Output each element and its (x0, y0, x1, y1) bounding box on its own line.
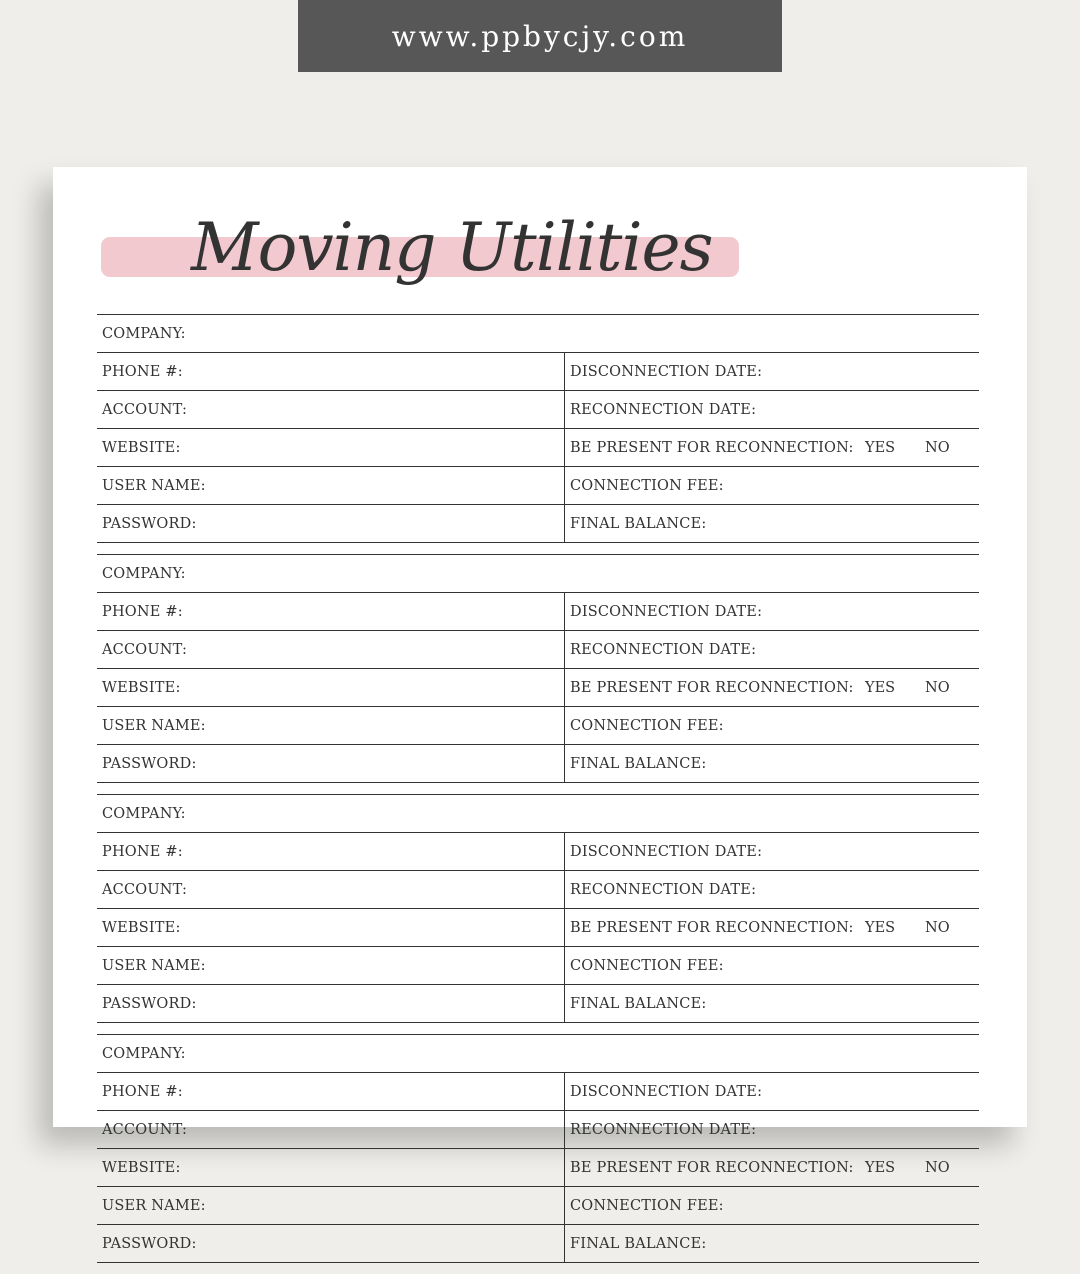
form-row (97, 871, 979, 909)
yes-option[interactable]: YES (865, 679, 896, 696)
final-balance-field-label: FINAL BALANCE: (570, 515, 707, 532)
yes-option[interactable]: YES (865, 1159, 896, 1176)
utility-block (97, 554, 979, 783)
phone-field[interactable] (97, 1073, 565, 1110)
username-field-label: USER NAME: (102, 1197, 206, 1214)
form-row (97, 1073, 979, 1111)
account-field[interactable] (97, 391, 565, 428)
utility-block (97, 794, 979, 1023)
reconnection-field-label: RECONNECTION DATE: (570, 641, 757, 658)
password-field-label: PASSWORD: (102, 995, 197, 1012)
form-row (97, 593, 979, 631)
phone-field-label: PHONE #: (102, 363, 183, 380)
password-field-label: PASSWORD: (102, 755, 197, 772)
form-row (97, 707, 979, 745)
company-field[interactable] (97, 315, 979, 352)
be-present-field[interactable] (565, 429, 979, 466)
website-field[interactable] (97, 909, 565, 946)
company-row (97, 315, 979, 353)
account-field-label: ACCOUNT: (102, 881, 188, 898)
company-field-label: COMPANY: (102, 1045, 186, 1062)
connection-fee-field-label: CONNECTION FEE: (570, 477, 724, 494)
form-row (97, 745, 979, 783)
no-option[interactable]: NO (925, 1159, 950, 1176)
website-field-label: WEBSITE: (102, 439, 181, 456)
form-row (97, 909, 979, 947)
password-field[interactable] (97, 985, 565, 1022)
phone-field-label: PHONE #: (102, 1083, 183, 1100)
be-present-field[interactable] (565, 1149, 979, 1186)
final-balance-field[interactable] (565, 985, 979, 1022)
disconnection-field[interactable] (565, 1073, 979, 1110)
website-url: www.ppbycjy.com (391, 19, 689, 53)
website-field-label: WEBSITE: (102, 679, 181, 696)
form-row (97, 1111, 979, 1149)
account-field[interactable] (97, 871, 565, 908)
company-field-label: COMPANY: (102, 565, 186, 582)
form-row (97, 833, 979, 871)
final-balance-field-label: FINAL BALANCE: (570, 755, 707, 772)
utility-blocks (97, 314, 979, 1274)
form-row (97, 1187, 979, 1225)
connection-fee-field[interactable] (565, 707, 979, 744)
no-option[interactable]: NO (925, 919, 950, 936)
utility-block (97, 314, 979, 543)
connection-fee-field[interactable] (565, 1187, 979, 1224)
password-field[interactable] (97, 1225, 565, 1262)
yes-option[interactable]: YES (865, 919, 896, 936)
account-field-label: ACCOUNT: (102, 641, 188, 658)
form-row (97, 947, 979, 985)
disconnection-field[interactable] (565, 353, 979, 390)
be-present-field-label: BE PRESENT FOR RECONNECTION: (570, 439, 854, 456)
account-field-label: ACCOUNT: (102, 401, 188, 418)
connection-fee-field-label: CONNECTION FEE: (570, 1197, 724, 1214)
reconnection-field-label: RECONNECTION DATE: (570, 881, 757, 898)
disconnection-field-label: DISCONNECTION DATE: (570, 363, 763, 380)
be-present-field[interactable] (565, 669, 979, 706)
no-option[interactable]: NO (925, 439, 950, 456)
website-field-label: WEBSITE: (102, 1159, 181, 1176)
form-row (97, 467, 979, 505)
form-row (97, 391, 979, 429)
yes-option[interactable]: YES (865, 439, 896, 456)
company-field[interactable] (97, 555, 979, 592)
password-field[interactable] (97, 745, 565, 782)
be-present-field-label: BE PRESENT FOR RECONNECTION: (570, 919, 854, 936)
username-field-label: USER NAME: (102, 477, 206, 494)
form-row (97, 429, 979, 467)
final-balance-field[interactable] (565, 745, 979, 782)
disconnection-field-label: DISCONNECTION DATE: (570, 603, 763, 620)
no-option[interactable]: NO (925, 679, 950, 696)
website-banner (298, 0, 782, 72)
disconnection-field-label: DISCONNECTION DATE: (570, 1083, 763, 1100)
company-field-label: COMPANY: (102, 805, 186, 822)
connection-fee-field[interactable] (565, 467, 979, 504)
form-row (97, 505, 979, 543)
phone-field[interactable] (97, 353, 565, 390)
connection-fee-field-label: CONNECTION FEE: (570, 957, 724, 974)
company-field[interactable] (97, 795, 979, 832)
final-balance-field[interactable] (565, 505, 979, 542)
be-present-field-label: BE PRESENT FOR RECONNECTION: (570, 1159, 854, 1176)
be-present-field[interactable] (565, 909, 979, 946)
reconnection-field[interactable] (565, 391, 979, 428)
username-field[interactable] (97, 707, 565, 744)
form-row (97, 631, 979, 669)
form-row (97, 1149, 979, 1187)
phone-field-label: PHONE #: (102, 603, 183, 620)
username-field[interactable] (97, 947, 565, 984)
final-balance-field-label: FINAL BALANCE: (570, 1235, 707, 1252)
reconnection-field[interactable] (565, 631, 979, 668)
website-field[interactable] (97, 669, 565, 706)
website-field[interactable] (97, 1149, 565, 1186)
form-row (97, 985, 979, 1023)
disconnection-field-label: DISCONNECTION DATE: (570, 843, 763, 860)
form-row (97, 1225, 979, 1263)
final-balance-field[interactable] (565, 1225, 979, 1262)
phone-field[interactable] (97, 833, 565, 870)
disconnection-field[interactable] (565, 593, 979, 630)
reconnection-field[interactable] (565, 871, 979, 908)
company-row (97, 555, 979, 593)
website-field-label: WEBSITE: (102, 919, 181, 936)
company-field[interactable] (97, 1035, 979, 1072)
reconnection-field-label: RECONNECTION DATE: (570, 401, 757, 418)
form-row (97, 353, 979, 391)
form-row (97, 669, 979, 707)
utility-block (97, 1034, 979, 1263)
account-field-label: ACCOUNT: (102, 1121, 188, 1138)
page-title: Moving Utilities (191, 209, 713, 286)
connection-fee-field[interactable] (565, 947, 979, 984)
company-row (97, 1035, 979, 1073)
password-field-label: PASSWORD: (102, 1235, 197, 1252)
reconnection-field-label: RECONNECTION DATE: (570, 1121, 757, 1138)
username-field-label: USER NAME: (102, 717, 206, 734)
company-field-label: COMPANY: (102, 325, 186, 342)
website-field[interactable] (97, 429, 565, 466)
username-field[interactable] (97, 1187, 565, 1224)
account-field[interactable] (97, 1111, 565, 1148)
username-field[interactable] (97, 467, 565, 504)
be-present-field-label: BE PRESENT FOR RECONNECTION: (570, 679, 854, 696)
phone-field-label: PHONE #: (102, 843, 183, 860)
reconnection-field[interactable] (565, 1111, 979, 1148)
printable-sheet (53, 167, 1027, 1252)
username-field-label: USER NAME: (102, 957, 206, 974)
company-row (97, 795, 979, 833)
connection-fee-field-label: CONNECTION FEE: (570, 717, 724, 734)
disconnection-field[interactable] (565, 833, 979, 870)
final-balance-field-label: FINAL BALANCE: (570, 995, 707, 1012)
account-field[interactable] (97, 631, 565, 668)
password-field[interactable] (97, 505, 565, 542)
phone-field[interactable] (97, 593, 565, 630)
password-field-label: PASSWORD: (102, 515, 197, 532)
